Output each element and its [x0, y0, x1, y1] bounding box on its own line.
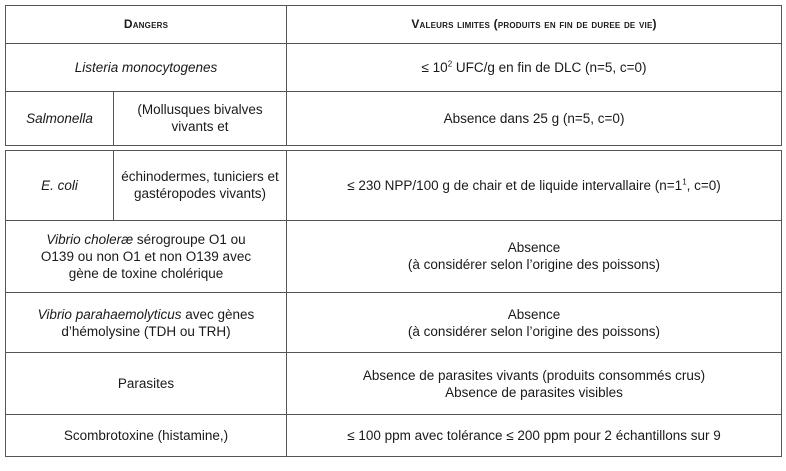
matrix-salmonella: (Mollusques bivalves vivants et: [114, 92, 287, 145]
danger-salmonella: Salmonella: [6, 92, 114, 145]
limit-listeria: ≤ $10^2$ UFC/g en fin de DLC (n=5, c=0): [287, 44, 782, 92]
limit-salmonella: Absence dans 25 g (n=5, c=0): [287, 92, 782, 145]
limit-parasites: Absence de parasites vivants (produits consommés crus) Absence de parasites visibles: [287, 353, 782, 415]
table-row-vibrio-parahaemolyticus: [6, 293, 782, 353]
table-row-parasites: [6, 353, 782, 415]
danger-scombrotoxine: Scombrotoxine (histamine,): [6, 415, 287, 457]
table-block-ecoli: [5, 150, 782, 221]
table-block-bottom: [5, 221, 782, 458]
limit-vibrio-cholerae: Absence (à considérer selon l’origine des poissons): [287, 221, 782, 293]
limit-scombrotoxine: ≤ 100 ppm avec tolérance ≤ 200 ppm pour 2 échantillons sur 9: [287, 415, 782, 457]
table-block-salmonella: [5, 92, 782, 146]
table-block-top: [5, 5, 782, 92]
header-dangers: Dangers: [6, 6, 287, 44]
header-row: [6, 6, 782, 44]
table-row-scombrotoxine: [6, 415, 782, 457]
danger-parasites: Parasites: [6, 353, 287, 415]
danger-ecoli: E. coli: [6, 150, 114, 220]
table-row-ecoli: [6, 150, 782, 220]
danger-listeria: Listeria monocytogenes: [6, 44, 287, 92]
table-row-listeria: [6, 44, 782, 92]
matrix-ecoli: échinodermes, tuniciers et gastéropodes vivants): [114, 150, 287, 220]
limit-ecoli: ≤ 230 NPP/100 g de chair et de liquide intervallaire ($n=1^1$, c=0): [287, 150, 782, 220]
danger-vibrio-parahaemolyticus: Vibrio parahaemolyticus avec gènes d’hémolysine (TDH ou TRH): [6, 293, 287, 353]
header-valeurs-limites: Valeurs limites (produits en fin de duree de vie): [287, 6, 782, 44]
table-row-vibrio-cholerae: [6, 221, 782, 293]
table-row-salmonella: [6, 92, 782, 145]
hazard-limits-table: [5, 5, 781, 457]
danger-vibrio-cholerae: Vibrio choleræ sérogroupe O1 ou O139 ou non O1 et non O139 avec gène de toxine cholérique: [6, 221, 287, 293]
limit-vibrio-parahaemolyticus: Absence (à considérer selon l’origine des poissons): [287, 293, 782, 353]
